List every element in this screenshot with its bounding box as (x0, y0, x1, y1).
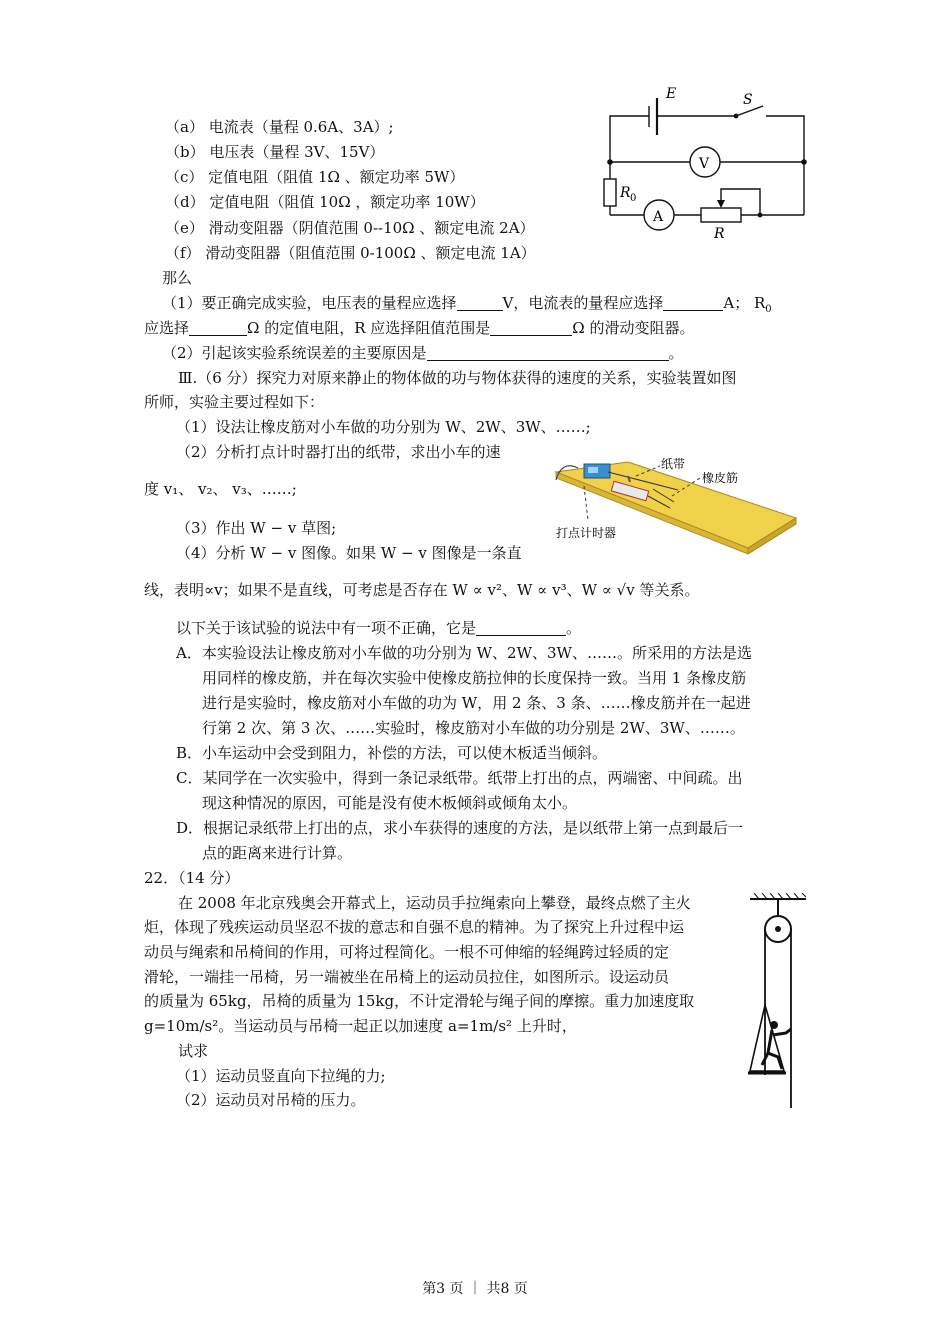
answer-blank[interactable] (189, 320, 247, 336)
then-text: 那么 (162, 269, 193, 287)
circuit-label-r0: R (620, 185, 631, 201)
equipment-f: （f） 滑动变阻器（阻值范围 0-100Ω 、额定电流 1A） (165, 244, 536, 262)
q1-text: 应选择 (144, 319, 190, 337)
answer-blank[interactable] (663, 295, 723, 311)
q1-text: A； R (723, 294, 766, 312)
q22-line-1: 在 2008 年北京残奥会开幕式上，运动员手拉绳索向上攀登，最终点燃了主火 (178, 894, 691, 912)
question-text: 以下关于该试验的说法中有一项不正确，它是 (176, 619, 477, 637)
question-2 (162, 343, 684, 363)
equipment-b: （b） 电压表（量程 3V、15V） (165, 143, 385, 161)
circuit-label-s: S (743, 92, 753, 108)
part3-intro-2: 所师，实验主要过程如下： (144, 393, 325, 411)
part3-step-1: （1）设法让橡皮筋对小车做的功分别为 W、2W、3W、……; (176, 418, 591, 436)
fig-label-paper-tape: 纸带 (661, 457, 686, 471)
option-d-line-1: D．根据记录纸带上打出的点，求小车获得的速度的方法，是以纸带上第一点到最后一 (176, 819, 744, 837)
q22-header: 22．（14 分） (144, 869, 240, 887)
experiment-apparatus-figure (548, 450, 803, 555)
answer-blank[interactable] (476, 620, 566, 636)
q22-line-7: 试求 (178, 1042, 209, 1060)
option-a-line-4: 行第 2 次、第 3 次、……实验时，橡皮筋对小车做的功分别是 2W、3W、……。 (202, 719, 745, 737)
part3-step-2b: 度 v₁、 v₂、 v₃、……; (144, 480, 297, 498)
part3-step-2a: （2）分析打点计时器打出的纸带，求出小车的速 (176, 443, 501, 461)
ammeter-label: A (653, 209, 664, 225)
q22-line-9: （2）运动员对吊椅的压力。 (176, 1091, 366, 1109)
option-a-line-1: A．本实验设法让橡皮筋对小车做的功分别为 W、2W、3W、……。所采用的方法是选 (176, 644, 752, 662)
circuit-label-r0-sub: 0 (630, 193, 637, 204)
q22-line-5: 的质量为 65kg，吊椅的质量为 15kg，不计定滑轮与绳子间的摩擦。重力加速度取 (144, 992, 695, 1010)
q1-text: （1）要正确完成实验，电压表的量程应选择 (162, 294, 457, 312)
option-a-line-2: 用同样的橡皮筋，并在每次实验中使橡皮筋拉伸的长度保持一致。当用 1 条橡皮筋 (202, 669, 747, 687)
question-text: 。 (566, 619, 582, 637)
q2-text: （2）引起该实验系统误差的主要原因是 (162, 344, 427, 362)
answer-blank[interactable] (490, 320, 572, 336)
q22-line-2: 炬，体现了残疾运动员坚忍不拔的意志和自强不息的精神。为了探究上升过程中运 (144, 918, 685, 936)
q22-line-3: 动员与绳索和吊椅间的作用，可将过程简化。一根不可伸缩的轻绳跨过轻质的定 (144, 943, 670, 961)
question-1-line-2 (144, 318, 695, 338)
option-d-line-2: 点的距离来进行计算。 (202, 844, 353, 862)
option-a-line-3: 进行是实验时，橡皮筋对小车做的功为 W，用 2 条、3 条、……橡皮筋并在一起进 (202, 694, 751, 712)
circuit-label-r: R (714, 226, 725, 242)
answer-blank[interactable] (457, 295, 503, 311)
equipment-c: （c） 定值电阻（阻值 1Ω 、额定功率 5W） (165, 168, 465, 186)
q1-text: Ω 的定值电阻，R 应选择阻值范围是 (247, 319, 491, 337)
choice-question (176, 618, 581, 638)
voltmeter-label: V (699, 156, 710, 172)
pulley-figure (746, 893, 810, 1113)
q2-text: 。 (668, 344, 684, 362)
circuit-diagram (598, 84, 813, 244)
fig-label-rubber-band: 橡皮筋 (702, 471, 739, 485)
q22-line-4: 滑轮，一端挂一吊椅，另一端被坐在吊椅上的运动员拉住，如图所示。设运动员 (144, 968, 670, 986)
q1-text: Ω 的滑动变阻器。 (572, 319, 695, 337)
q1-subscript: 0 (765, 304, 772, 315)
equipment-e: （e） 滑动变阻器（阴值范围 0--10Ω 、额定电流 2A） (165, 219, 535, 237)
part3-intro-1: Ⅲ.（6 分）探究力对原来静止的物体做的功与物体获得的速度的关系，实验装置如图 (178, 369, 737, 387)
q22-line-8: （1）运动员竖直向下拉绳的力; (176, 1067, 386, 1085)
part3-step-4a: （4）分析 W − v 图像。如果 W − v 图像是一条直 (176, 544, 522, 562)
q22-line-6: g=10m/s²。当运动员与吊椅一起正以加速度 a=1m/s² 上升时， (144, 1017, 577, 1035)
option-c-line-1: C．某同学在一次实验中，得到一条记录纸带。纸带上打出的点，两端密、中间疏。出 (176, 769, 743, 787)
page-footer: 第3 页 ｜ 共8 页 (422, 1281, 528, 1297)
question-1-line-1 (162, 293, 772, 320)
part3-step-4b: 线，表明∝v；如果不是直线，可考虑是否存在 W ∝ v²、W ∝ v³、W ∝ √v 等关系。 (144, 581, 700, 599)
option-b-line-1: B．小车运动中会受到阻力，补偿的方法，可以使木板适当倾斜。 (176, 744, 608, 762)
answer-blank[interactable] (427, 345, 669, 361)
part3-step-3: （3）作出 W − v 草图; (176, 519, 337, 537)
equipment-d: （d） 定值电阻（阻值 10Ω ，额定功率 10W） (165, 193, 485, 211)
equipment-a: （a） 电流表（量程 0.6A、3A）; (165, 118, 394, 136)
fig-label-timer: 打点计时器 (556, 526, 617, 540)
q1-text: V，电流表的量程应选择 (502, 294, 664, 312)
option-c-line-2: 现这种情况的原因，可能是没有使木板倾斜或倾角太小。 (202, 794, 578, 812)
circuit-label-e: E (666, 86, 677, 102)
